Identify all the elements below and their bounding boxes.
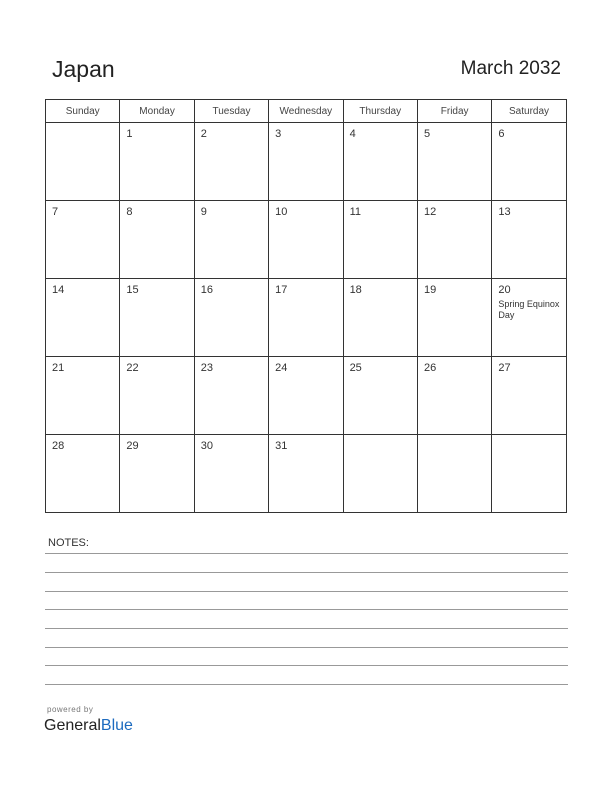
day-number: 26 [423, 362, 437, 374]
day-cell[interactable] [120, 435, 194, 513]
day-number: 23 [200, 362, 214, 374]
day-cell[interactable] [492, 357, 566, 435]
day-cell[interactable] [417, 201, 491, 279]
day-cell[interactable] [120, 279, 194, 357]
day-number: 20 [498, 284, 511, 296]
day-number [492, 435, 565, 441]
note-line [45, 684, 568, 685]
week-row [46, 357, 567, 435]
day-number: 13 [498, 206, 511, 218]
brand-blue-text: Blue [100, 717, 133, 734]
day-cell[interactable] [343, 279, 417, 357]
day-number: 9 [200, 206, 207, 218]
day-cell[interactable] [492, 123, 566, 201]
day-number: 28 [52, 440, 65, 452]
brand-general-text: General [44, 717, 101, 734]
day-cell[interactable] [492, 201, 566, 279]
day-cell[interactable] [269, 435, 343, 513]
day-cell[interactable] [269, 123, 343, 201]
day-number: 1 [126, 128, 133, 140]
day-cell[interactable] [194, 201, 268, 279]
note-line [45, 553, 568, 554]
day-cell[interactable] [492, 279, 566, 357]
day-cell[interactable] [194, 435, 268, 513]
day-number: 17 [275, 284, 288, 296]
day-number: 19 [423, 284, 437, 296]
day-number: 7 [52, 206, 59, 218]
powered-by-text: powered by [47, 705, 94, 714]
day-cell[interactable] [417, 435, 491, 513]
notes-label: NOTES: [48, 537, 89, 549]
calendar-grid [45, 99, 567, 513]
day-number: 18 [349, 284, 362, 296]
day-cell[interactable] [46, 435, 120, 513]
weekday-friday: Friday [417, 100, 491, 123]
weekday-monday: Monday [120, 100, 194, 123]
day-cell[interactable] [120, 201, 194, 279]
month-year-title: March 2032 [460, 58, 561, 79]
note-line [45, 628, 568, 629]
weekday-header-row [46, 100, 567, 123]
brand-logo[interactable] [44, 717, 133, 735]
day-cell[interactable] [343, 357, 417, 435]
note-line [45, 665, 568, 666]
day-cell[interactable] [194, 357, 268, 435]
day-cell[interactable] [343, 201, 417, 279]
day-cell[interactable] [194, 279, 268, 357]
weekday-saturday: Saturday [492, 100, 566, 123]
day-number: 31 [275, 440, 288, 452]
day-number: 8 [126, 206, 133, 218]
week-row [46, 279, 567, 357]
day-number: 14 [52, 284, 65, 296]
day-cell[interactable] [46, 279, 120, 357]
day-number: 24 [275, 362, 288, 374]
week-row [46, 201, 567, 279]
note-line [45, 609, 568, 610]
day-cell[interactable] [120, 357, 194, 435]
week-row [46, 435, 567, 513]
day-number: 2 [200, 128, 207, 140]
day-cell[interactable] [417, 357, 491, 435]
weekday-tuesday: Tuesday [194, 100, 268, 123]
day-number: 4 [349, 128, 356, 140]
day-cell[interactable] [343, 123, 417, 201]
weekday-thursday: Thursday [343, 100, 417, 123]
day-number: 3 [275, 128, 282, 140]
day-cell[interactable] [343, 435, 417, 513]
day-cell[interactable] [417, 279, 491, 357]
note-line [45, 591, 568, 592]
day-number: 12 [423, 206, 437, 218]
day-cell[interactable] [46, 357, 120, 435]
day-cell[interactable] [269, 279, 343, 357]
day-number: 29 [126, 440, 139, 452]
day-number: 6 [498, 128, 505, 140]
note-line [45, 647, 568, 648]
day-cell[interactable] [269, 201, 343, 279]
day-cell[interactable] [46, 201, 120, 279]
day-number: 21 [52, 362, 65, 374]
day-number: 25 [349, 362, 362, 374]
day-cell[interactable] [492, 435, 566, 513]
day-cell[interactable] [417, 123, 491, 201]
day-number: 27 [498, 362, 511, 374]
weekday-sunday: Sunday [46, 100, 120, 123]
day-cell[interactable] [46, 123, 120, 201]
holiday-label: Spring Equinox Day [498, 299, 560, 320]
day-number: 15 [126, 284, 139, 296]
day-cell[interactable] [120, 123, 194, 201]
note-line [45, 572, 568, 573]
day-number: 22 [126, 362, 139, 374]
day-number: 11 [349, 206, 361, 218]
day-number: 30 [200, 440, 214, 452]
day-number: 5 [423, 128, 431, 140]
day-number [46, 123, 119, 129]
day-number [418, 435, 491, 441]
day-number: 16 [200, 284, 214, 296]
day-number: 10 [275, 206, 288, 218]
day-cell[interactable] [194, 123, 268, 201]
week-row [46, 123, 567, 201]
country-title: Japan [52, 56, 115, 82]
day-cell[interactable] [269, 357, 343, 435]
weekday-wednesday: Wednesday [269, 100, 343, 123]
day-number [344, 435, 417, 441]
